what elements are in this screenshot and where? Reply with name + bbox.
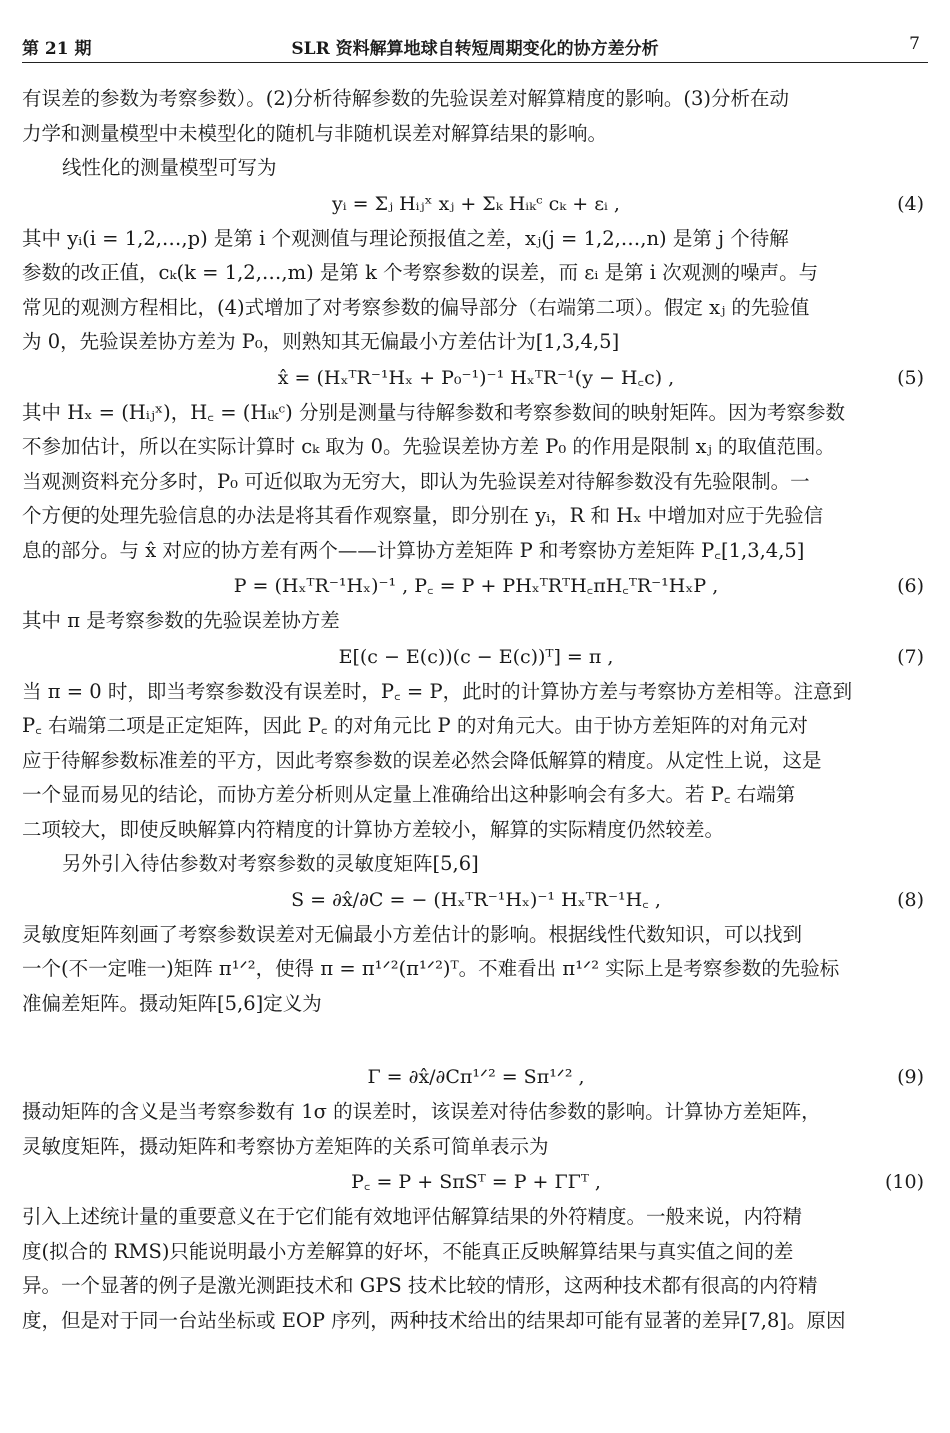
equation-number: (4) (897, 192, 924, 215)
page-number: 7 (909, 34, 920, 54)
paragraph-3 (22, 222, 930, 360)
equation-number: (10) (884, 1171, 924, 1193)
text-line: 灵敏度矩阵，摄动矩阵和考察协方差矩阵的关系可简单表示为 (22, 1134, 549, 1158)
equation-body: x̂ = (HₓᵀR⁻¹Hₓ + P₀⁻¹)⁻¹ HₓᵀR⁻¹(y − H꜀c) , (277, 366, 675, 389)
text-line: 个方便的处理先验信息的办法是将其看作观察量，即分别在 yᵢ，R 和 Hₓ 中增加对应于先验信 (22, 504, 824, 527)
paragraph-10 (22, 1200, 930, 1338)
paragraph-6 (22, 675, 930, 848)
equation-number: (6) (897, 575, 924, 597)
equation-body: P = (HₓᵀR⁻¹Hₓ)⁻¹ , P꜀ = P + PHₓᵀRᵀH꜀πH꜀ᵀR⁻¹HₓP , (233, 575, 719, 597)
equation-6 (22, 568, 930, 604)
text-line: 线性化的测量模型可写为 (62, 156, 277, 179)
paragraph-7 (22, 847, 930, 882)
equation-9 (22, 1059, 930, 1095)
text-line: 一个显而易见的结论，而协方差分析则从定量上准确给出这种影响会有多大。若 P꜀ 右端第 (22, 783, 796, 806)
text-line: 准偏差矩阵。摄动矩阵[5,6]定义为 (22, 991, 322, 1015)
text-line: 异。一个显著的例子是激光测距技术和 GPS 技术比较的情形，这两种技术都有很高的内符精 (22, 1274, 818, 1297)
paragraph-5 (22, 604, 930, 639)
equation-10 (22, 1164, 930, 1200)
text-line: 有误差的参数为考察参数）。(2)分析待解参数的先验误差对解算精度的影响。(3)分析在动 (22, 87, 789, 110)
equation-body: Γ = ∂x̂/∂Cπ¹ᐟ² = Sπ¹ᐟ² , (367, 1066, 585, 1088)
text-line: 参数的改正值，cₖ(k = 1,2,…,m) 是第 k 个考察参数的误差，而 εᵢ 是第 i 次观测的噪声。与 (22, 261, 819, 284)
text-line: 摄动矩阵的含义是当考察参数有 1σ 的误差时，该误差对待估参数的影响。计算协方差矩阵， (22, 1100, 821, 1123)
text-line: 度(拟合的 RMS)只能说明最小方差解算的好坏，不能真正反映解算结果与真实值之间的差 (22, 1239, 794, 1263)
equation-body: P꜀ = P + SπSᵀ = P + ΓΓᵀ , (351, 1171, 601, 1193)
text-line: 另外引入待估参数对考察参数的灵敏度矩阵[5,6] (62, 852, 479, 875)
text-line: 引入上述统计量的重要意义在于它们能有效地评估解算结果的外符精度。一般来说，内符精 (22, 1205, 803, 1228)
issue-label: 第 21 期 (22, 39, 92, 59)
running-title: SLR 资料解算地球自转短周期变化的协方差分析 (291, 39, 659, 59)
text-line: 息的部分。与 x̂ 对应的协方差有两个——计算协方差矩阵 P 和考察协方差矩阵 P꜀[1,3,4,5] (22, 538, 805, 562)
equation-7 (22, 639, 930, 675)
text-line: 当 π = 0 时，即当考察参数没有误差时，P꜀ = P，此时的计算协方差与考察协方差相等。注意到 (22, 679, 853, 703)
equation-body: yᵢ = Σⱼ Hᵢⱼˣ xⱼ + Σₖ Hᵢₖᶜ cₖ + εᵢ , (332, 192, 620, 215)
equation-8 (22, 882, 930, 918)
text-line: 其中 π 是考察参数的先验误差协方差 (22, 609, 340, 632)
equation-body: S = ∂x̂/∂C = − (HₓᵀR⁻¹Hₓ)⁻¹ HₓᵀR⁻¹H꜀ , (291, 888, 661, 911)
body-text (22, 82, 930, 1338)
equation-4 (22, 186, 930, 222)
text-line: 一个(不一定唯一)矩阵 π¹ᐟ²，使得 π = π¹ᐟ²(π¹ᐟ²)ᵀ。不难看出 π¹ᐟ² 实际上是考察参数的先验标 (22, 957, 840, 980)
text-line: 常见的观测方程相比，(4)式增加了对考察参数的偏导部分（右端第二项）。假定 xⱼ 的先验值 (22, 295, 810, 319)
equation-number: (8) (897, 888, 924, 911)
paragraph-4 (22, 396, 930, 569)
equation-number: (9) (897, 1066, 924, 1088)
page-header (22, 6, 928, 63)
paragraph-8 (22, 918, 930, 1022)
paragraph-2 (22, 151, 930, 186)
text-line: 灵敏度矩阵刻画了考察参数误差对无偏最小方差估计的影响。根据线性代数知识，可以找到 (22, 922, 803, 946)
text-line: 当观测资料充分多时，P₀ 可近似取为无穷大，即认为先验误差对待解参数没有先验限制。一 (22, 469, 810, 493)
vertical-gap (22, 1021, 930, 1059)
text-line: 力学和测量模型中未模型化的随机与非随机误差对解算结果的影响。 (22, 121, 608, 145)
text-line: 其中 yᵢ(i = 1,2,…,p) 是第 i 个观测值与理论预报值之差，xⱼ(j = 1,2,…,n) 是第 j 个待解 (22, 226, 789, 250)
equation-5 (22, 360, 930, 396)
text-line: 其中 Hₓ = (Hᵢⱼˣ)，H꜀ = (Hᵢₖᶜ) 分别是测量与待解参数和考察参数间的映射矩阵。因为考察参数 (22, 400, 845, 424)
text-line: P꜀ 右端第二项是正定矩阵，因此 P꜀ 的对角元比 P 的对角元大。由于协方差矩阵的对角元对 (22, 714, 808, 737)
text-line: 二项较大，即使反映解算内符精度的计算协方差较小，解算的实际精度仍然较差。 (22, 817, 725, 841)
text-line: 为 0，先验误差协方差为 P₀，则熟知其无偏最小方差估计为[1,3,4,5] (22, 330, 620, 353)
text-line: 度，但是对于同一台站坐标或 EOP 序列，两种技术给出的结果却可能有显著的差异[7,8]。原因 (22, 1308, 846, 1332)
equation-number: (5) (897, 366, 924, 389)
text-line: 应于待解参数标准差的平方，因此考察参数的误差必然会降低解算的精度。从定性上说，这是 (22, 748, 822, 772)
equation-body: E[(c − E(c))(c − E(c))ᵀ] = π , (338, 645, 614, 668)
paragraph-9 (22, 1095, 930, 1164)
paragraph-1 (22, 82, 930, 151)
equation-number: (7) (897, 645, 924, 668)
text-line: 不参加估计，所以在实际计算时 cₖ 取为 0。先验误差协方差 P₀ 的作用是限制 xⱼ 的取值范围。 (22, 435, 835, 458)
